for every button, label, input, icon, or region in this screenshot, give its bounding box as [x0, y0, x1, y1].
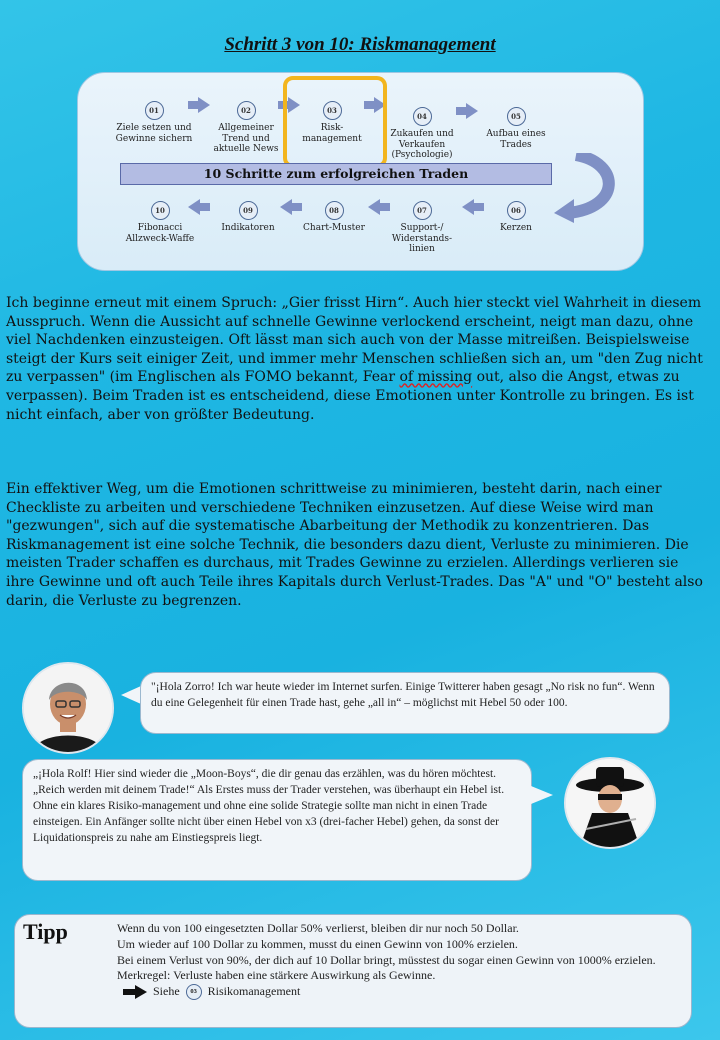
step-08: [294, 201, 374, 234]
step-label: Fibonacci Allzweck-Waffe: [125, 223, 195, 244]
arrow-right-icon: [135, 985, 147, 999]
avatar-rolf: [22, 662, 114, 754]
tip-ref-label: Risikomanagement: [207, 984, 301, 999]
step-label: Support-/ Widerstands-linien: [391, 223, 453, 254]
arrow-left-icon: [188, 199, 200, 215]
step-02: [206, 101, 286, 155]
arrow-left-icon: [462, 199, 474, 215]
bubble-tail: [121, 686, 141, 704]
step-label: Allgemeiner Trend und aktuelle News: [213, 123, 279, 154]
tip-line: Um wieder auf 100 Dollar zu kommen, musst du einen Gewinn von 100% erzielen.: [117, 936, 518, 951]
step-label: Indikatoren: [221, 223, 275, 233]
curved-arrow-icon: [546, 153, 626, 223]
step-label: Kerzen: [500, 223, 532, 233]
paragraph-intro: [6, 294, 706, 424]
step-number: 04: [413, 107, 432, 126]
tip-reference: [121, 984, 677, 1000]
step-05: [476, 107, 556, 150]
step-label: Aufbau eines Trades: [486, 129, 546, 150]
paragraph-method: Ein effektiver Weg, um die Emotionen schrittweise zu minimieren, besteht darin, nach einer Checkliste zu arbeiten und verschiedene Techniken einzusetzen. Auf diese Weise wird man "gezwungen", sich auf die systematische Abarbeitung der Methodik zu konzentrieren. Das Riskmanagement ist eine solche Technik, die besonders dazu dient, Verluste zu minimieren. Die meisten Trader schaffen es durchaus, mit Trades Gewinne zu erzielen. Allerdings verlieren sie ihre Gewinne und oft auch Teile ihres Kapitals durch Verlust-Trades. Das "A" und "O" besteht also darin, die Verluste zu begrenzen.: [6, 481, 703, 609]
speech-bubble-zorro: „¡Hola Rolf! Hier sind wieder die „Moon-Boys“, die dir genau das erzählen, was du hören möchtest. „Reich werden mit deinem Trade!“ Als Erstes muss der Trader verstehen, was überhaupt ein Hebel ist. Ohne ein klares Risiko-management und ohne eine solide Strategie sollte man nicht in einen Trade einsteigen. Ein Anfänger sollte nicht über einen Hebel von x3 (drei-facher Hebel) gehen, da sonst der Liquidationspreis zu nahe am Einstiegspreis liegt.: [22, 759, 532, 881]
step-number: 01: [145, 101, 164, 120]
avatar-zorro: [564, 757, 656, 849]
tip-line: Merkregel: Verluste haben eine stärkere Auswirkung als Gewinne.: [117, 968, 436, 983]
tip-ref-prefix: Siehe: [153, 984, 180, 999]
step-label: Zukaufen und Verkaufen (Psychologie): [390, 129, 454, 160]
step-number: 03: [186, 984, 202, 1000]
arrow-left-icon: [280, 199, 292, 215]
paragraph-text: Ich beginne erneut mit einem Spruch: „Gier frisst Hirn“. Auch hier steckt viel Wahrheit in diesem Ausspruch. Wenn die Aussicht auf schnelle Gewinne verlockend erscheint, neigt man dazu, ohne viel Nachdenken einzusteigen. Oft lässt man sich auch von der Masse mitreißen. Beispielsweise steigt der Kurs seit einiger Zeit, und immer mehr Menschen schließen sich an, um "den Zug nicht zu verpassen" (im Englischen als FOMO bekannt, Fear: [6, 295, 703, 386]
page-title: Schritt 3 von 10: Riskmanagement: [224, 34, 496, 55]
step-number: 08: [325, 201, 344, 220]
current-step-highlight: [283, 76, 387, 168]
step-09: [208, 201, 288, 234]
step-label: Ziele setzen und Gewinne sichern: [115, 123, 193, 144]
step-number: 07: [413, 201, 432, 220]
step-04: [382, 107, 462, 161]
paragraph-text: out, also die Angst, etwas zu verpassen). Beim Traden ist es entscheidend, diese Emotionen unter Kontrolle zu bringen. Es ist nicht einfach, aber von größter Bedeutung.: [6, 369, 694, 423]
tip-box: [14, 914, 692, 1028]
bubble-tail: [531, 786, 553, 804]
spellcheck-underlined-text: of missing: [399, 369, 473, 386]
step-number: 03: [323, 101, 342, 120]
steps-diagram: [77, 72, 644, 271]
tip-line: Wenn du von 100 eingesetzten Dollar 50% verlierst, bleiben dir nur noch 50 Dollar.: [117, 921, 519, 935]
step-06: [476, 201, 556, 234]
speech-bubble-rolf: "¡Hola Zorro! Ich war heute wieder im Internet surfen. Einige Twitterer haben gesagt „No risk no fun“. Wenn du eine Gelegenheit für einen Trade hast, gehe „all in“ – möglichst mit Hebel 50 oder 100.: [140, 672, 670, 734]
arrow-left-icon: [368, 199, 380, 215]
step-number: 09: [239, 201, 258, 220]
step-number: 06: [507, 201, 526, 220]
step-number: 05: [507, 107, 526, 126]
step-07: [382, 201, 462, 255]
tip-line: Bei einem Verlust von 90%, der dich auf 10 Dollar bringt, müsstest du sogar einen Gewinn von 1000% erzielen.: [117, 952, 656, 967]
step-01: [114, 101, 194, 144]
tip-heading: Tipp: [23, 919, 68, 944]
step-number: 02: [237, 101, 256, 120]
step-number: 10: [151, 201, 170, 220]
tip-text: [117, 921, 677, 1000]
step-label: Risk-management: [302, 123, 362, 144]
diagram-banner: 10 Schritte zum erfolgreichen Traden: [120, 163, 552, 185]
step-label: Chart-Muster: [303, 223, 365, 233]
